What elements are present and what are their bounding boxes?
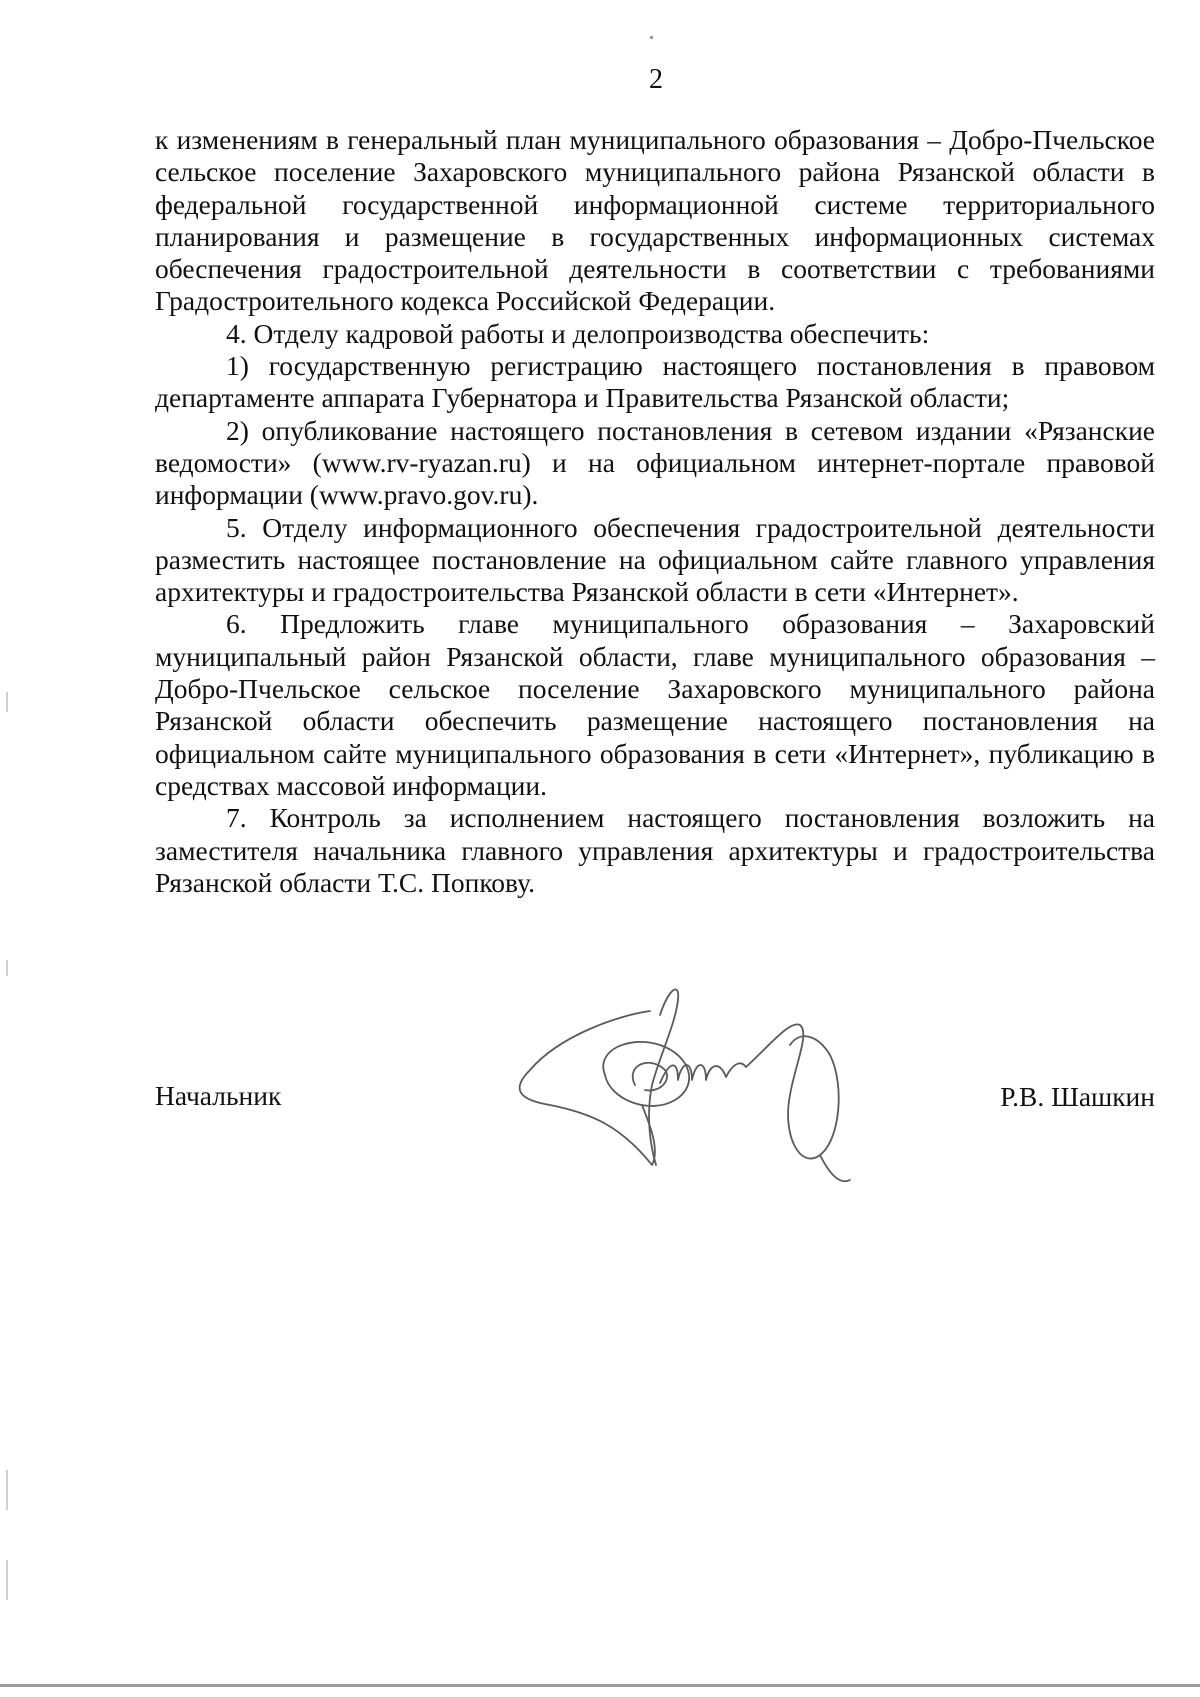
document-body bbox=[155, 124, 1155, 899]
paragraph-item-7: 7. Контроль за исполнением настоящего постановления возложить на заместителя начальника главного управления архитектуры и градостроительства Рязанской области Т.С. Попкову. bbox=[155, 802, 1155, 898]
scan-bottom-edge bbox=[0, 1684, 1200, 1687]
paragraph-item-4-1: 1) государственную регистрацию настоящего постановления в правовом департаменте аппарата Губернатора и Правительства Рязанской области; bbox=[155, 350, 1155, 414]
page-number: 2 bbox=[649, 64, 663, 95]
scan-edge-mark bbox=[6, 960, 8, 976]
handwritten-signature bbox=[500, 975, 920, 1205]
scan-edge-mark bbox=[6, 1560, 8, 1600]
signer-name: Р.В. Шашкин bbox=[1000, 1081, 1155, 1112]
paragraph-item-4: 4. Отделу кадровой работы и делопроизводства обеспечить: bbox=[226, 317, 930, 349]
scan-edge-mark bbox=[6, 692, 8, 712]
paragraph-item-6: 6. Предложить главе муниципального образования – Захаровский муниципальный район Рязанской области, главе муниципального образования – Добро-Пчельское сельское поселение Захаровского муниципального района Рязанской области обеспечить размещение настоящего постановления на официальном сайте муниципального образования в сети «Интернет», публикацию в средствах массовой информации. bbox=[155, 608, 1155, 801]
signer-position: Начальник bbox=[155, 1080, 282, 1111]
paragraph-continuation: к изменениям в генеральный план муниципального образования – Добро-Пчельское сельское поселение Захаровского муниципального района Рязанской области в федеральной государственной информационной системе территориального планирования и размещение в государственных информационных системах обеспечения градостроительной деятельности в соответствии с требованиями Градостроительного кодекса Российской Федерации. bbox=[155, 124, 1155, 317]
scan-edge-mark bbox=[6, 1470, 8, 1510]
paragraph-item-4-2: 2) опубликование настоящего постановления в сетевом издании «Рязанские ведомости» (www.rv-ryazan.ru) и на официальном интернет-портале правовой информации (www.pravo.gov.ru). bbox=[155, 414, 1155, 511]
paragraph-item-5: 5. Отделу информационного обеспечения градостроительной деятельности разместить настоящее постановление на официальном сайте главного управления архитектуры и градостроительства Рязанской области в сети «Интернет». bbox=[155, 511, 1155, 608]
scan-artifact-dot bbox=[650, 36, 653, 39]
